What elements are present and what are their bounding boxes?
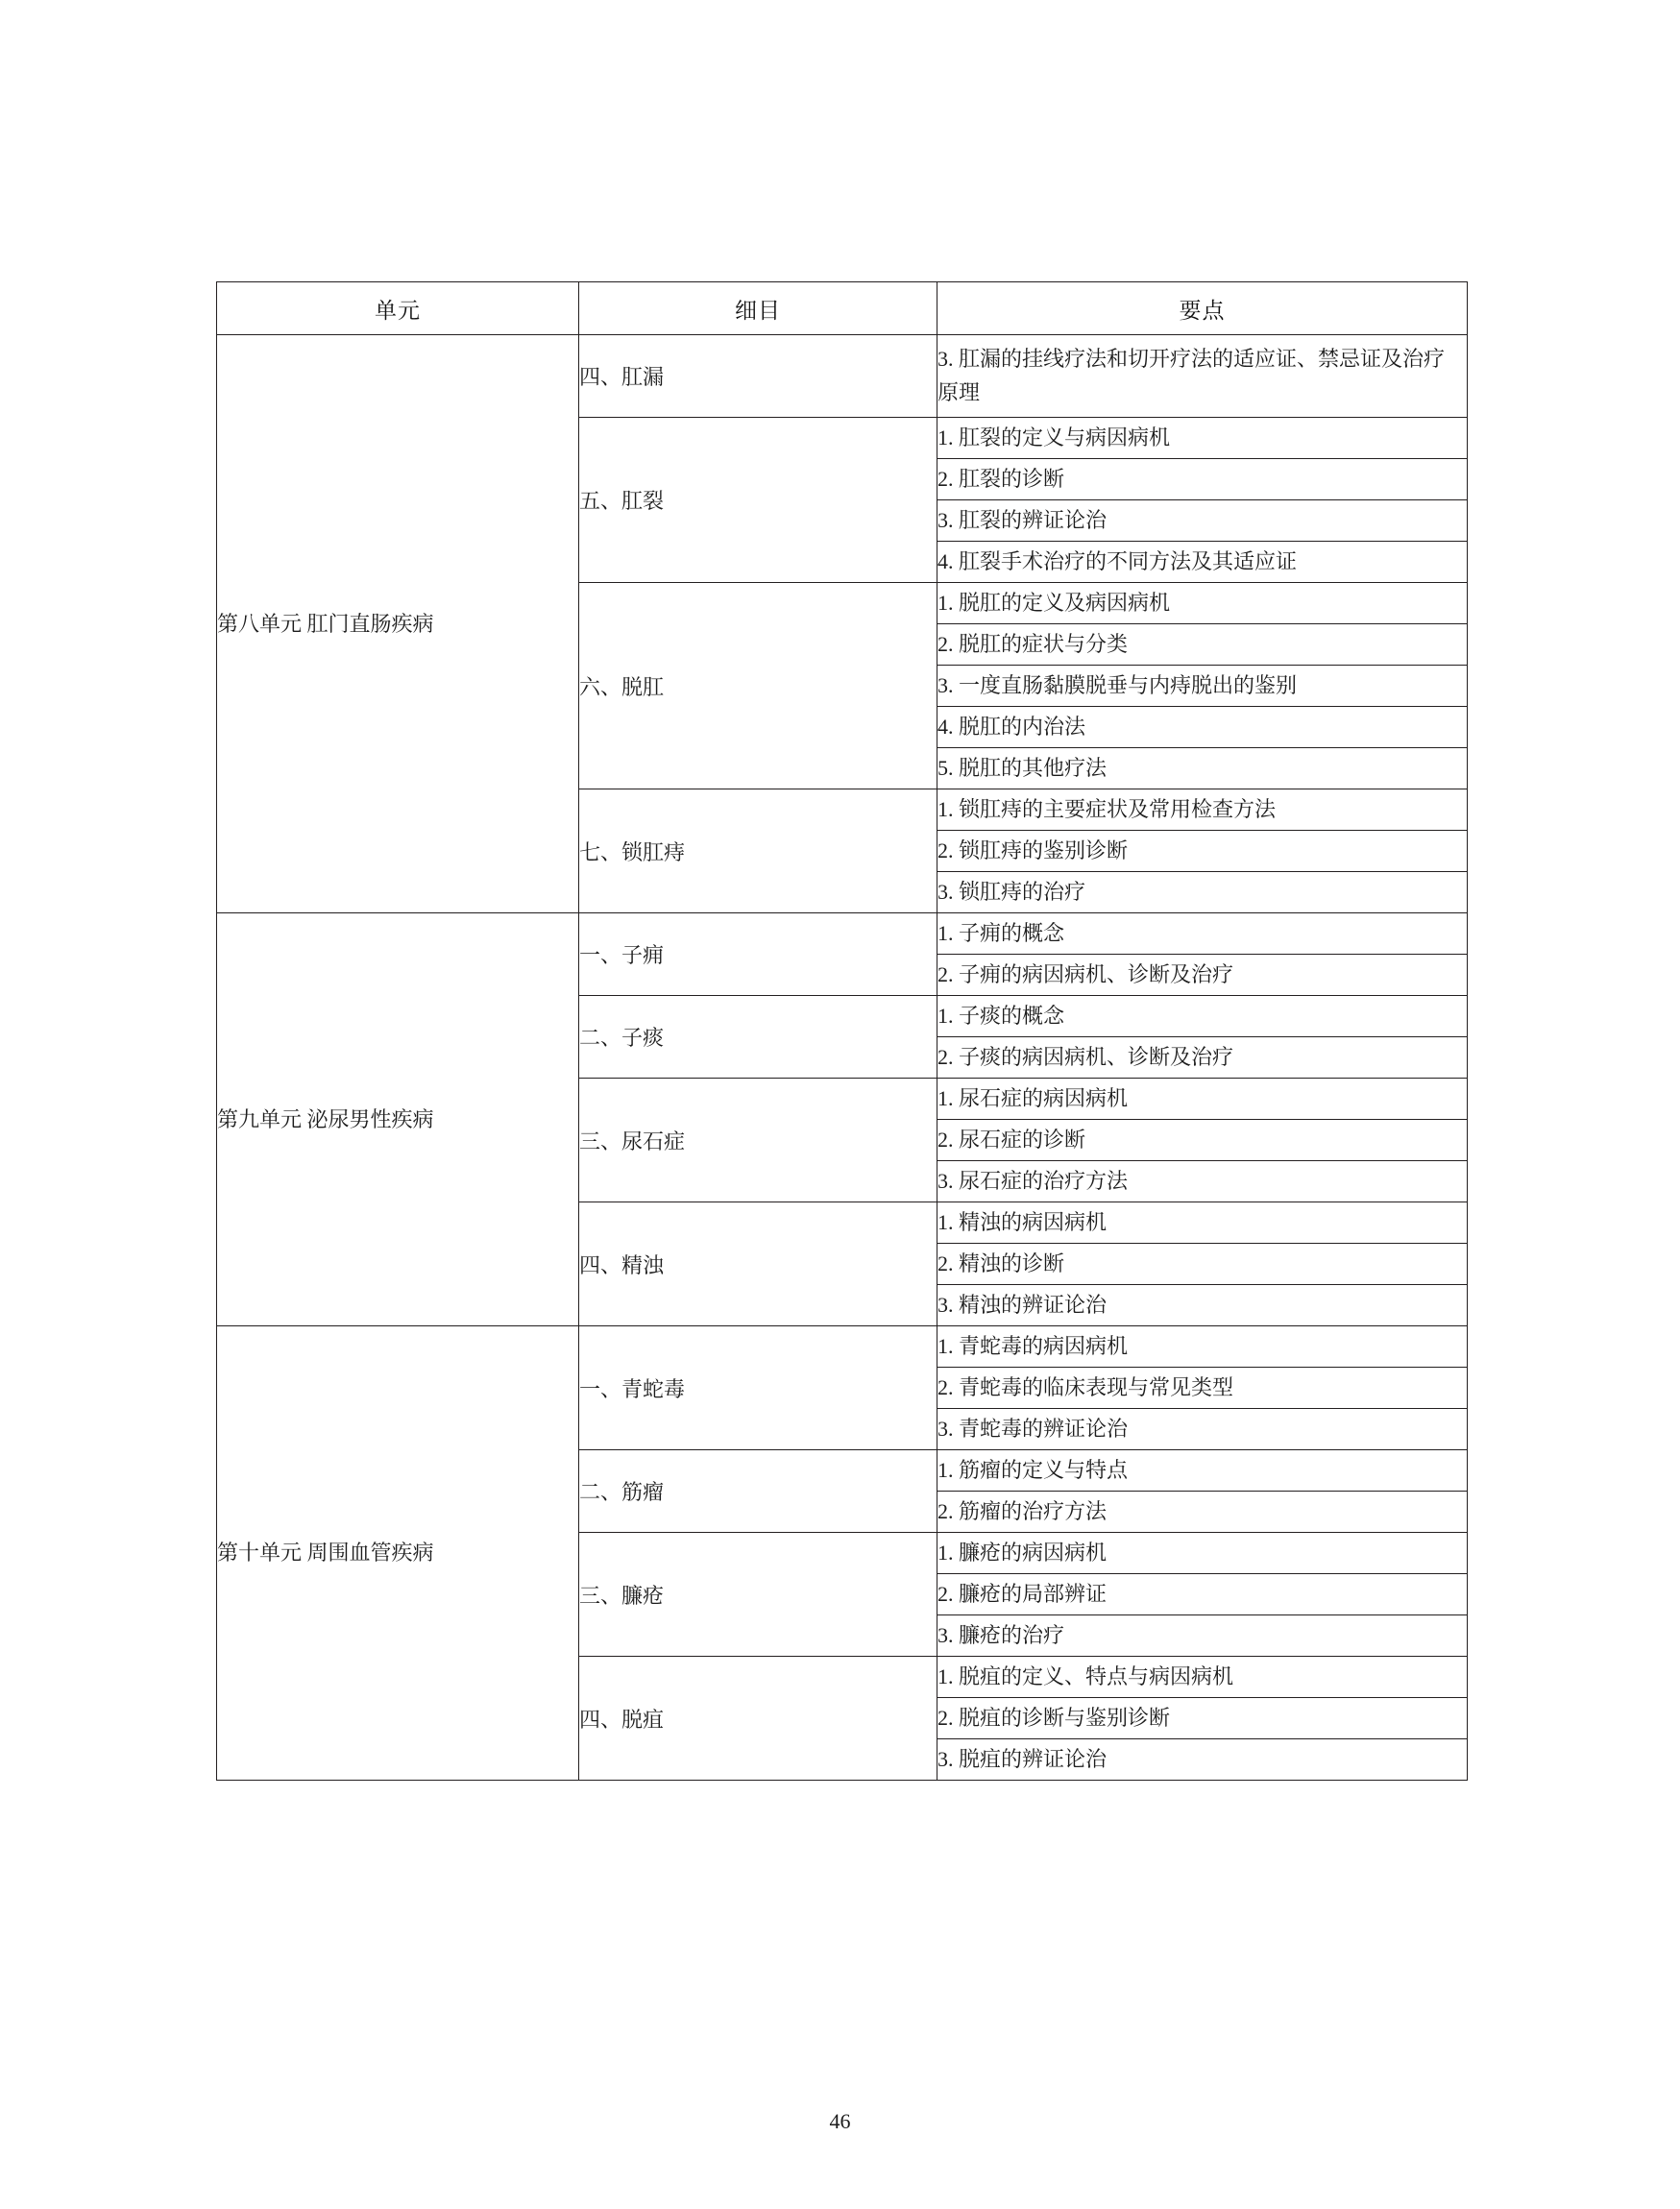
point-cell: 2. 子痰的病因病机、诊断及治疗 xyxy=(937,1037,1468,1079)
point-cell: 3. 青蛇毒的辨证论治 xyxy=(937,1409,1468,1450)
detail-label-cell: 三、臁疮 xyxy=(579,1533,937,1657)
table-row xyxy=(217,1326,1468,1368)
point-cell: 3. 臁疮的治疗 xyxy=(937,1615,1468,1657)
point-cell: 3. 尿石症的治疗方法 xyxy=(937,1161,1468,1202)
point-cell: 1. 精浊的病因病机 xyxy=(937,1202,1468,1244)
detail-label-cell: 二、子痰 xyxy=(579,996,937,1079)
point-cell: 3. 肛漏的挂线疗法和切开疗法的适应证、禁忌证及治疗原理 xyxy=(937,335,1468,418)
detail-label-cell: 四、脱疽 xyxy=(579,1657,937,1781)
point-cell: 3. 精浊的辨证论治 xyxy=(937,1285,1468,1326)
point-cell: 3. 脱疽的辨证论治 xyxy=(937,1739,1468,1781)
point-cell: 1. 尿石症的病因病机 xyxy=(937,1079,1468,1120)
syllabus-table-container xyxy=(216,281,1467,1781)
point-cell: 5. 脱肛的其他疗法 xyxy=(937,748,1468,789)
detail-label-cell: 七、锁肛痔 xyxy=(579,789,937,913)
point-cell: 2. 脱肛的症状与分类 xyxy=(937,624,1468,666)
unit-label-cell: 第十单元 周围血管疾病 xyxy=(217,1326,579,1781)
point-cell: 1. 脱疽的定义、特点与病因病机 xyxy=(937,1657,1468,1698)
point-cell: 1. 筋瘤的定义与特点 xyxy=(937,1450,1468,1492)
unit-label-cell: 第八单元 肛门直肠疾病 xyxy=(217,335,579,913)
table-row xyxy=(217,335,1468,418)
point-cell: 2. 精浊的诊断 xyxy=(937,1244,1468,1285)
table-header xyxy=(217,282,1468,335)
table-row xyxy=(217,913,1468,955)
point-cell: 2. 尿石症的诊断 xyxy=(937,1120,1468,1161)
point-cell: 2. 子痈的病因病机、诊断及治疗 xyxy=(937,955,1468,996)
detail-label-cell: 三、尿石症 xyxy=(579,1079,937,1202)
point-cell: 2. 臁疮的局部辨证 xyxy=(937,1574,1468,1615)
detail-label-cell: 一、青蛇毒 xyxy=(579,1326,937,1450)
point-cell: 4. 肛裂手术治疗的不同方法及其适应证 xyxy=(937,542,1468,583)
detail-label-cell: 一、子痈 xyxy=(579,913,937,996)
column-header-point: 要点 xyxy=(937,282,1468,335)
point-cell: 2. 肛裂的诊断 xyxy=(937,459,1468,500)
point-cell: 4. 脱肛的内治法 xyxy=(937,707,1468,748)
point-cell: 1. 锁肛痔的主要症状及常用检查方法 xyxy=(937,789,1468,831)
point-cell: 1. 肛裂的定义与病因病机 xyxy=(937,418,1468,459)
point-cell: 1. 子痰的概念 xyxy=(937,996,1468,1037)
point-cell: 1. 青蛇毒的病因病机 xyxy=(937,1326,1468,1368)
column-header-detail: 细目 xyxy=(579,282,937,335)
table-header-row xyxy=(217,282,1468,335)
column-header-unit: 单元 xyxy=(217,282,579,335)
detail-label-cell: 六、脱肛 xyxy=(579,583,937,789)
point-cell: 1. 臁疮的病因病机 xyxy=(937,1533,1468,1574)
point-cell: 2. 锁肛痔的鉴别诊断 xyxy=(937,831,1468,872)
detail-label-cell: 四、肛漏 xyxy=(579,335,937,418)
page-number: 46 xyxy=(829,2109,851,2133)
point-cell: 2. 筋瘤的治疗方法 xyxy=(937,1492,1468,1533)
point-cell: 2. 青蛇毒的临床表现与常见类型 xyxy=(937,1368,1468,1409)
point-cell: 2. 脱疽的诊断与鉴别诊断 xyxy=(937,1698,1468,1739)
point-cell: 3. 肛裂的辨证论治 xyxy=(937,500,1468,542)
point-cell: 3. 一度直肠黏膜脱垂与内痔脱出的鉴别 xyxy=(937,666,1468,707)
point-cell: 1. 脱肛的定义及病因病机 xyxy=(937,583,1468,624)
table-body xyxy=(217,335,1468,1781)
detail-label-cell: 五、肛裂 xyxy=(579,418,937,583)
detail-label-cell: 二、筋瘤 xyxy=(579,1450,937,1533)
unit-label-cell: 第九单元 泌尿男性疾病 xyxy=(217,913,579,1326)
detail-label-cell: 四、精浊 xyxy=(579,1202,937,1326)
syllabus-table xyxy=(216,281,1468,1781)
point-cell: 3. 锁肛痔的治疗 xyxy=(937,872,1468,913)
point-cell: 1. 子痈的概念 xyxy=(937,913,1468,955)
